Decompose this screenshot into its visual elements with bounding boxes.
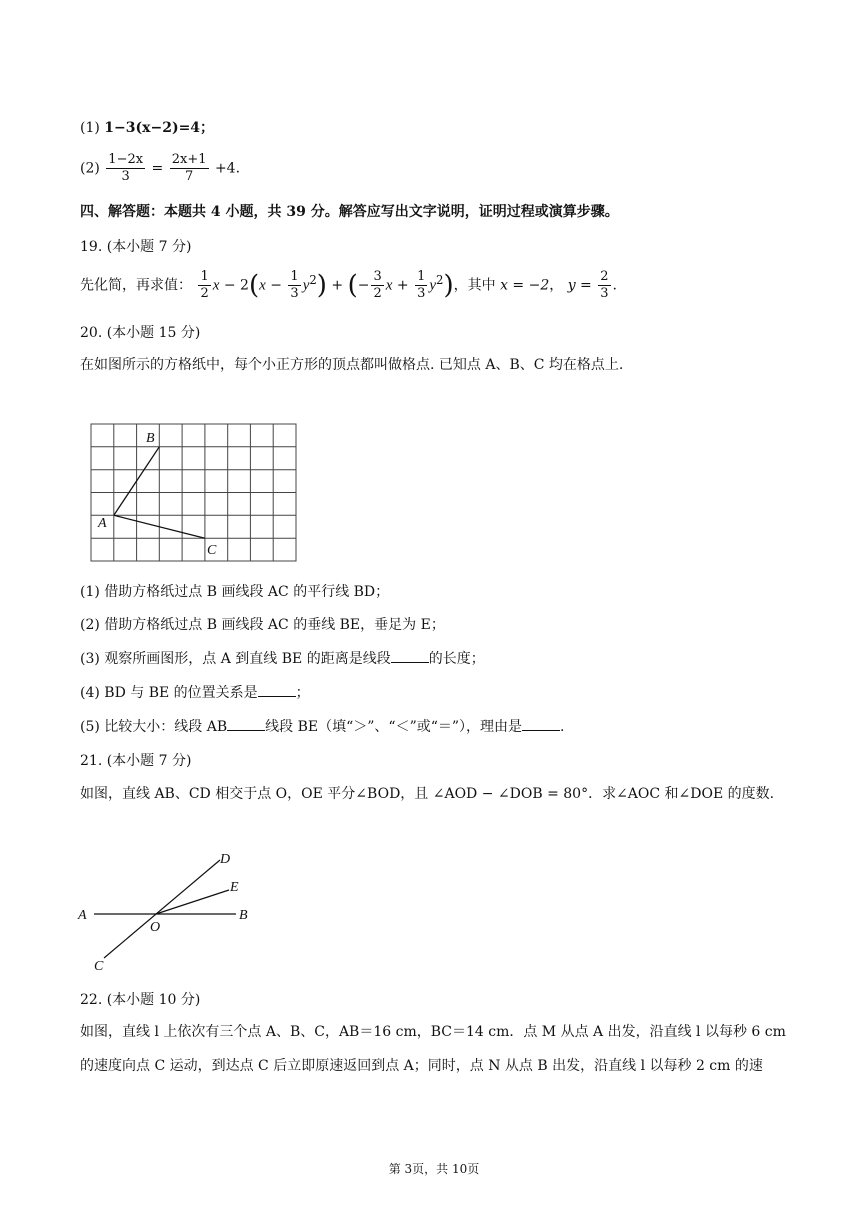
q19-cond: ，其中 <box>453 277 496 294</box>
label-e: E <box>230 880 239 895</box>
q18-p1-label: (1) <box>80 120 100 136</box>
point-label-c: C <box>207 543 217 558</box>
q18-p2-label: (2) <box>80 160 100 177</box>
q20-item-3-tail: 的长度； <box>428 651 485 667</box>
q19-y-den: 3 <box>600 286 609 302</box>
q18-p2-tail: +4. <box>214 160 241 177</box>
q20-item-1: (1) 借助方格纸过点 B 画线段 AC 的平行线 BD； <box>80 584 390 600</box>
q18-p2-lhs-fraction <box>106 152 145 185</box>
q18-part2 <box>80 152 240 185</box>
q18-p2-eq: = <box>151 160 164 177</box>
q21-figure <box>76 846 266 976</box>
q19-y-lead: y = <box>567 277 592 294</box>
q18-p2-lhs-den: 3 <box>121 169 130 184</box>
label-b: B <box>239 908 248 923</box>
q19-body: 先化简，再求值： $\frac{1}{2}$ x − 2(x − $\frac{1}{3}$ $y^2$) + (− $\frac{3}{2}$ x + $\frac{1}{3}$ $y^2$)，其中 x = −2， y = $\frac{2}{3}$ . <box>80 269 617 302</box>
q18-p2-rhs-den: 7 <box>184 169 194 184</box>
q19-x-value: x = −2 <box>500 277 550 294</box>
q20-item-4-text: (4) BD 与 BE 的位置关系是 <box>80 685 258 701</box>
q19-y-num: 2 <box>600 269 609 285</box>
q20-item-5-blank-2 <box>522 716 560 731</box>
q18-p2-rhs-fraction <box>170 152 209 185</box>
q19-y-fraction <box>598 269 610 302</box>
q20-grid <box>91 424 296 561</box>
point-label-a: A <box>98 516 107 531</box>
q22-line-2: 的速度向点 C 运动，到达点 C 后立即原速返回到点 A；同时，点 N 从点 B 出发，沿直线 l 以每秒 2 cm 的速 <box>80 1058 763 1074</box>
label-a: A <box>78 908 87 923</box>
label-c: C <box>94 959 104 974</box>
q19-frac-half: $\frac{1}{2}$ <box>200 269 209 302</box>
ray-oe <box>156 890 229 914</box>
q20-item-4-blank <box>258 682 296 697</box>
line-cd <box>104 860 220 958</box>
q20-item-5-blank-1 <box>227 716 265 731</box>
q21-text: 如图，直线 AB、CD 相交于点 O，OE 平分∠BOD，且 ∠AOD − ∠DOB = 80°．求∠AOC 和∠DOE 的度数. <box>80 786 775 802</box>
q22-line-1: 如图，直线 l 上依次有三个点 A、B、C，AB＝16 cm，BC＝14 cm．点 M 从点 A 出发，沿直线 l 以每秒 6 cm <box>80 1024 786 1040</box>
q20-item-2: (2) 借助方格纸过点 B 画线段 AC 的垂线 BE，垂足为 E； <box>80 617 445 633</box>
q18-part1 <box>80 117 214 139</box>
q22-title: 22. (本小题 10 分) <box>80 992 201 1008</box>
q20-item-5 <box>80 716 565 738</box>
q20-grid-figure <box>86 422 301 564</box>
q18-p2-rhs-num: 2x+1 <box>171 152 207 167</box>
q20-item-3-blank <box>391 648 429 663</box>
section4-heading: 四、解答题：本题共 4 小题，共 39 分。解答应写出文字说明，证明过程或演算步骤。 <box>80 204 619 220</box>
q20-item-4-tail: ； <box>295 685 310 701</box>
q20-item-5-tail: . <box>560 719 565 735</box>
q19-title: 19. (本小题 7 分) <box>80 239 192 255</box>
point-label-b: B <box>146 431 155 446</box>
page-footer: 第 3页，共 10页 <box>388 1162 480 1176</box>
q20-item-4 <box>80 682 310 704</box>
q20-item-5-text-2: 线段 BE（填“＞”、“＜”或“＝”），理由是 <box>265 719 523 735</box>
q18-p1-equation: 1−3(x−2)=4； <box>104 120 215 136</box>
q18-p2-lhs-num: 1−2x <box>108 152 144 167</box>
q20-item-3 <box>80 648 485 670</box>
q20-title: 20. (本小题 15 分) <box>80 325 201 341</box>
q21-title: 21. (本小题 7 分) <box>80 753 192 769</box>
label-o: O <box>150 920 161 935</box>
label-d: D <box>220 852 231 867</box>
q20-item-3-text: (3) 观察所画图形，点 A 到直线 BE 的距离是线段 <box>80 651 391 667</box>
q20-item-5-text: (5) 比较大小：线段 AB <box>80 719 228 735</box>
q20-intro: 在如图所示的方格纸中，每个小正方形的顶点都叫做格点. 已知点 A、B、C 均在格点上. <box>80 357 624 373</box>
q19-lead: 先化简，再求值： <box>80 277 192 294</box>
